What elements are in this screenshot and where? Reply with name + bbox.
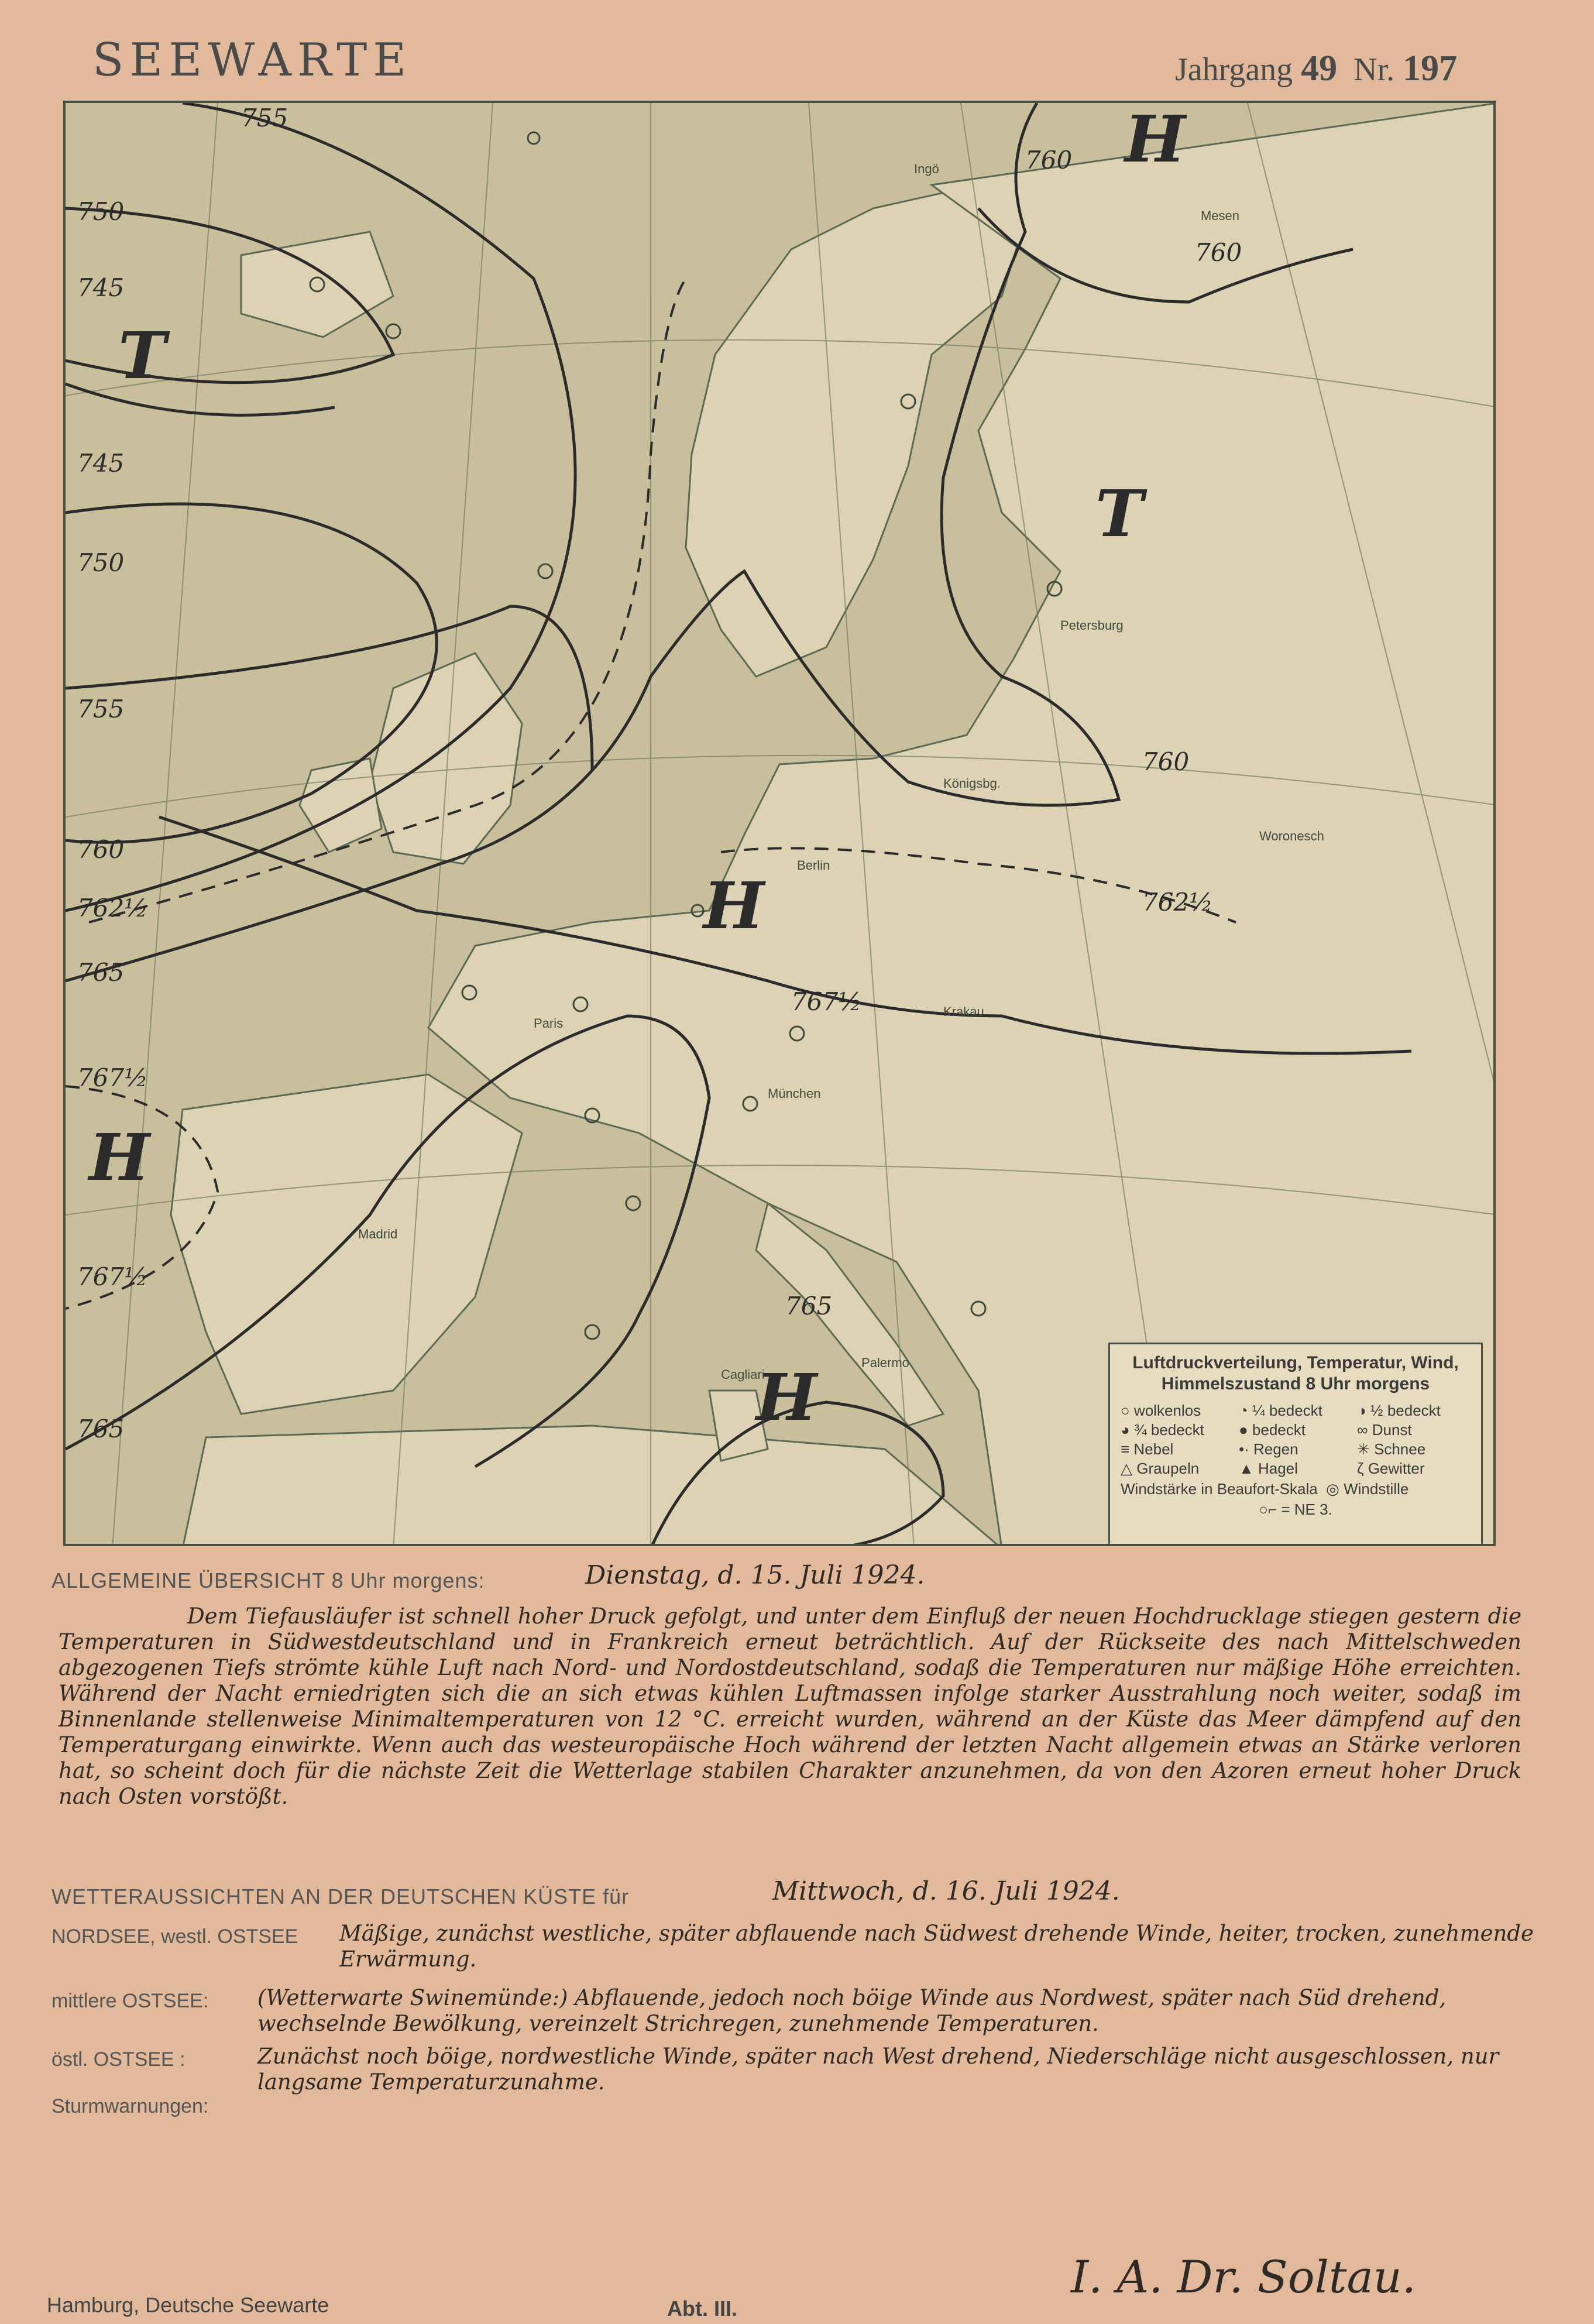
- svg-text:H: H: [89, 1120, 150, 1195]
- svg-text:Woronesch: Woronesch: [1259, 829, 1324, 843]
- svg-text:755: 755: [77, 695, 125, 723]
- svg-text:745: 745: [77, 273, 125, 302]
- svg-text:762½: 762½: [77, 894, 148, 922]
- svg-text:Königsbg.: Königsbg.: [943, 776, 1001, 791]
- svg-text:Mesen: Mesen: [1201, 208, 1240, 223]
- legend-item: ≡ Nebel: [1121, 1440, 1174, 1458]
- overview-text: Dem Tiefausläufer ist schnell hoher Druck gefolgt, und unter dem Einfluß der neuen Hochdrucklage stiegen gestern die Temperaturen in Südwestdeutschland und in Frankreich erneut beträchtlich. Auf der Rückseite des nach Mittelschweden abgezogenen Tiefs strömte kühle Luft nach Nord- und Nordostdeutschland, sodaß die Temperaturen nur mäßige Höhe erreichten. Während der Nacht erniedrigten sich die an sich etwas kühlen Luftmassen infolge starker Ausstrahlung noch weiter, sodaß im Binnenlande stellenweise Minimaltemperaturen von 12 °C. erreicht wurden, während an der Küste das Meer dämpfend auf den Temperaturgang einwirkte. Wenn auch das westeuropäische Hoch während der letzten Nacht allgemein etwas an Stärke verloren hat, so scheint doch für die nächste Zeit die Wetterlage stabilen Charakter anzunehmen, da von den Azoren erneut hoher Druck nach Osten vorstößt.: [59, 1604, 1521, 1809]
- nordsee-forecast: Mäßige, zunächst westliche, später abflauende nach Südwest drehende Winde, heiter, trocken, zunehmende Erwärmung.: [339, 1921, 1534, 1972]
- svg-text:767½: 767½: [77, 1262, 148, 1291]
- legend-example: ○⌐ = NE 3.: [1259, 1501, 1332, 1518]
- svg-text:765: 765: [77, 1415, 125, 1443]
- legend-item: ∞ Dunst: [1357, 1421, 1412, 1439]
- svg-text:767½: 767½: [77, 1063, 148, 1092]
- oestl-ostsee-forecast: Zunächst noch böige, nordwestliche Winde, später nach West drehend, Niederschläge nicht ausgeschlossen, nur langsame Temperaturzunahme.: [257, 2044, 1499, 2095]
- svg-text:750: 750: [77, 548, 125, 577]
- mittlere-ostsee-forecast: (Wetterwarte Swinemünde:) Abflauende, jedoch noch böige Winde aus Nordwest, später nach Süd drehend, wechselnde Bewölkung, vereinzelt Strichregen, zunehmende Temperaturen.: [257, 1985, 1447, 2036]
- svg-text:760: 760: [1195, 238, 1242, 267]
- sturmwarnungen-label: Sturmwarnungen:: [51, 2095, 209, 2117]
- svg-text:760: 760: [77, 835, 125, 864]
- svg-text:H: H: [1125, 103, 1186, 177]
- overview-date: Dienstag, d. 15. Juli 1924.: [585, 1560, 925, 1590]
- svg-text:767½: 767½: [791, 987, 862, 1016]
- svg-text:H: H: [756, 1360, 817, 1435]
- nordsee-label: NORDSEE, westl. OSTSEE: [51, 1925, 298, 1948]
- footer-department: Abt. III.: [667, 2296, 737, 2320]
- svg-text:T: T: [1095, 476, 1143, 551]
- svg-text:Madrid: Madrid: [358, 1227, 398, 1241]
- svg-text:Paris: Paris: [534, 1016, 564, 1031]
- svg-text:H: H: [703, 868, 764, 943]
- forecast-heading: WETTERAUSSICHTEN AN DER DEUTSCHEN KÜSTE für: [51, 1884, 630, 1908]
- nr-value: 197: [1403, 49, 1458, 88]
- svg-text:750: 750: [77, 197, 125, 226]
- legend-item: ◑ ½ bedeckt: [1357, 1402, 1441, 1419]
- legend-item: ✳ Schnee: [1357, 1440, 1426, 1458]
- legend-item: ζ Gewitter: [1357, 1460, 1425, 1477]
- forecast-date: Mittwoch, d. 16. Juli 1924.: [772, 1876, 1120, 1906]
- mittlere-ostsee-label: mittlere OSTSEE:: [51, 1990, 209, 2012]
- legend-item: ◔ ¼ bedeckt: [1239, 1402, 1322, 1419]
- svg-text:Ingö: Ingö: [914, 162, 939, 176]
- svg-text:Berlin: Berlin: [797, 858, 830, 873]
- svg-text:760: 760: [1142, 747, 1190, 776]
- svg-text:765: 765: [785, 1292, 833, 1320]
- overview-heading: ALLGEMEINE ÜBERSICHT 8 Uhr morgens:: [51, 1568, 485, 1592]
- legend-items: [1121, 1402, 1471, 1478]
- svg-text:760: 760: [1025, 146, 1073, 174]
- jahrgang-value: 49: [1301, 49, 1338, 88]
- oestl-ostsee-label: östl. OSTSEE :: [51, 2048, 185, 2071]
- legend-item: ○ wolkenlos: [1121, 1402, 1201, 1419]
- legend-item: ▲ Hagel: [1239, 1460, 1298, 1477]
- svg-text:762½: 762½: [1142, 888, 1213, 916]
- legend-title: Luftdruckverteilung, Temperatur, Wind, Himmelszustand 8 Uhr morgens: [1132, 1353, 1459, 1393]
- svg-text:München: München: [768, 1086, 821, 1101]
- map-legend: [1108, 1343, 1483, 1546]
- svg-text:Krakau: Krakau: [943, 1004, 984, 1019]
- svg-text:T: T: [118, 318, 166, 393]
- jahrgang-label: Jahrgang: [1175, 52, 1293, 88]
- weather-map: [63, 101, 1496, 1546]
- svg-text:Palermo: Palermo: [861, 1355, 909, 1370]
- svg-text:755: 755: [241, 104, 288, 132]
- publisher-title: SEEWARTE: [92, 34, 413, 87]
- legend-item: •· Regen: [1239, 1440, 1298, 1458]
- svg-text:745: 745: [77, 449, 125, 478]
- issue-number: [1175, 48, 1457, 90]
- legend-item: △ Graupeln: [1121, 1460, 1200, 1477]
- map-svg: [66, 103, 1496, 1546]
- svg-text:Cagliari: Cagliari: [721, 1367, 765, 1382]
- signature: I. A. Dr. Soltau.: [1071, 2251, 1416, 2303]
- footer-publisher: Hamburg, Deutsche Seewarte: [47, 2293, 329, 2317]
- nr-label: Nr.: [1353, 52, 1395, 88]
- svg-text:Petersburg: Petersburg: [1060, 618, 1124, 633]
- legend-item: ◕ ¾ bedeckt: [1121, 1421, 1204, 1439]
- legend-item: ● bedeckt: [1239, 1421, 1306, 1439]
- legend-wind-scale: Windstärke in Beaufort-Skala ◎ Windstille: [1121, 1480, 1409, 1498]
- svg-text:765: 765: [77, 958, 125, 987]
